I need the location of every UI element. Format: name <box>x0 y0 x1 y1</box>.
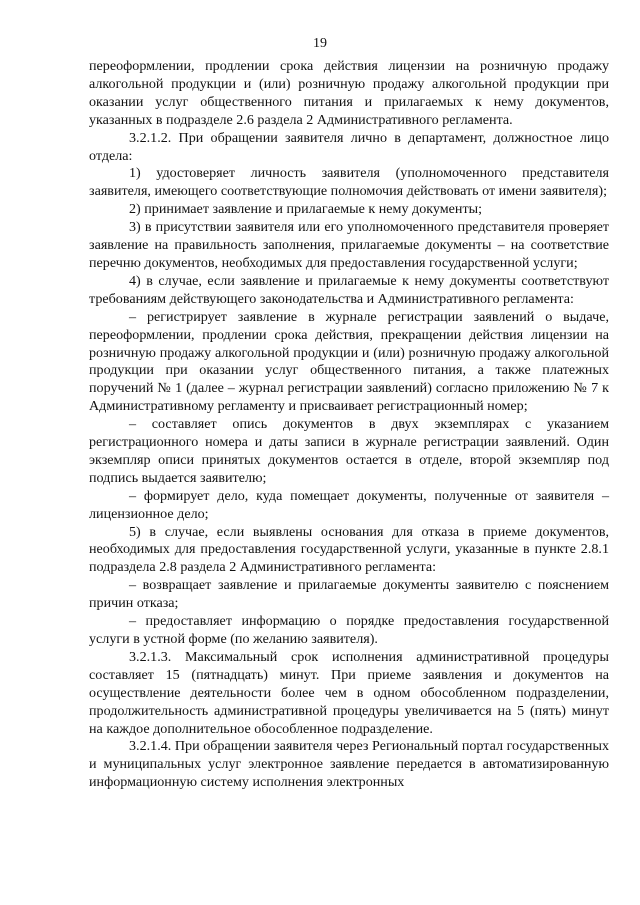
list-item: 4) в случае, если заявление и прилагаемые к нему документы соответствуют требованиям действующего законодательства и Административного регламента: <box>89 272 609 307</box>
page-number: 19 <box>313 36 327 51</box>
list-item: 1) удостоверяет личность заявителя (уполномоченного представителя заявителя, имеющего соответствующие полномочия действовать от имени заявителя); <box>89 165 609 200</box>
sub-list-item: – предоставляет информацию о порядке предоставления государственной услуги в устной форме (по желанию заявителя). <box>89 613 609 647</box>
document-body <box>89 58 609 792</box>
paragraph: 3.2.1.2. При обращении заявителя лично в департамент, должностное лицо отдела: <box>89 129 609 164</box>
list-item: 3) в присутствии заявителя или его уполномоченного представителя проверяет заявление на правильность заполнения, прилагаемые документы – на соответствие перечню документов, необходимых для предоставления государственной услуги; <box>89 219 609 271</box>
sub-list-item: – составляет опись документов в двух экземплярах с указанием регистрационного номера и даты записи в журнале регистрации заявлений. Один экземпляр описи принятых документов остается в отделе, второй экземпляр под подпись выдается заявителю; <box>89 416 609 486</box>
sub-list-item: – формирует дело, куда помещает документы, полученные от заявителя – лицензионное дело; <box>89 487 609 522</box>
sub-list-item: – регистрирует заявление в журнале регистрации заявлений о выдаче, переоформлении, продлении срока действия, прекращении действия лицензии на розничную продажу алкогольной продукции и (или) розничную продажу алкогольной продукции при оказании услуг общественного питания, а также платежных поручений № 1 (далее – журнал регистрации заявлений) согласно приложению № 7 к Административному регламенту и присваивает регистрационный номер; <box>89 308 609 415</box>
paragraph: 3.2.1.4. При обращении заявителя через Региональный портал государственных и муниципальных услуг электронное заявление передается в автоматизированную информационную систему исполнения электронных <box>89 738 609 791</box>
paragraph: 3.2.1.3. Максимальный срок исполнения административной процедуры составляет 15 (пятнадцать) минут. При приеме заявления и документов на осуществление деятельности более чем в одном обособленном подразделении, продолжительность административной процедуры увеличивается на 5 (пять) минут на каждое дополнительное обособленное подразделение. <box>89 648 609 737</box>
list-item: 5) в случае, если выявлены основания для отказа в приеме документов, необходимых для предоставления государственной услуги, указанные в пункте 2.8.1 подраздела 2.8 раздела 2 Административного регламента: <box>89 523 609 576</box>
list-item: 2) принимает заявление и прилагаемые к нему документы; <box>129 201 483 218</box>
sub-list-item: – возвращает заявление и прилагаемые документы заявителю с пояснением причин отказа; <box>89 577 609 612</box>
paragraph: переоформлении, продлении срока действия лицензии на розничную продажу алкогольной продукции и (или) розничную продажу алкогольной продукции при оказании услуг общественного питания и прилагаемых к нему документов, указанных в подразделе 2.6 раздела 2 Административного регламента. <box>89 58 609 128</box>
